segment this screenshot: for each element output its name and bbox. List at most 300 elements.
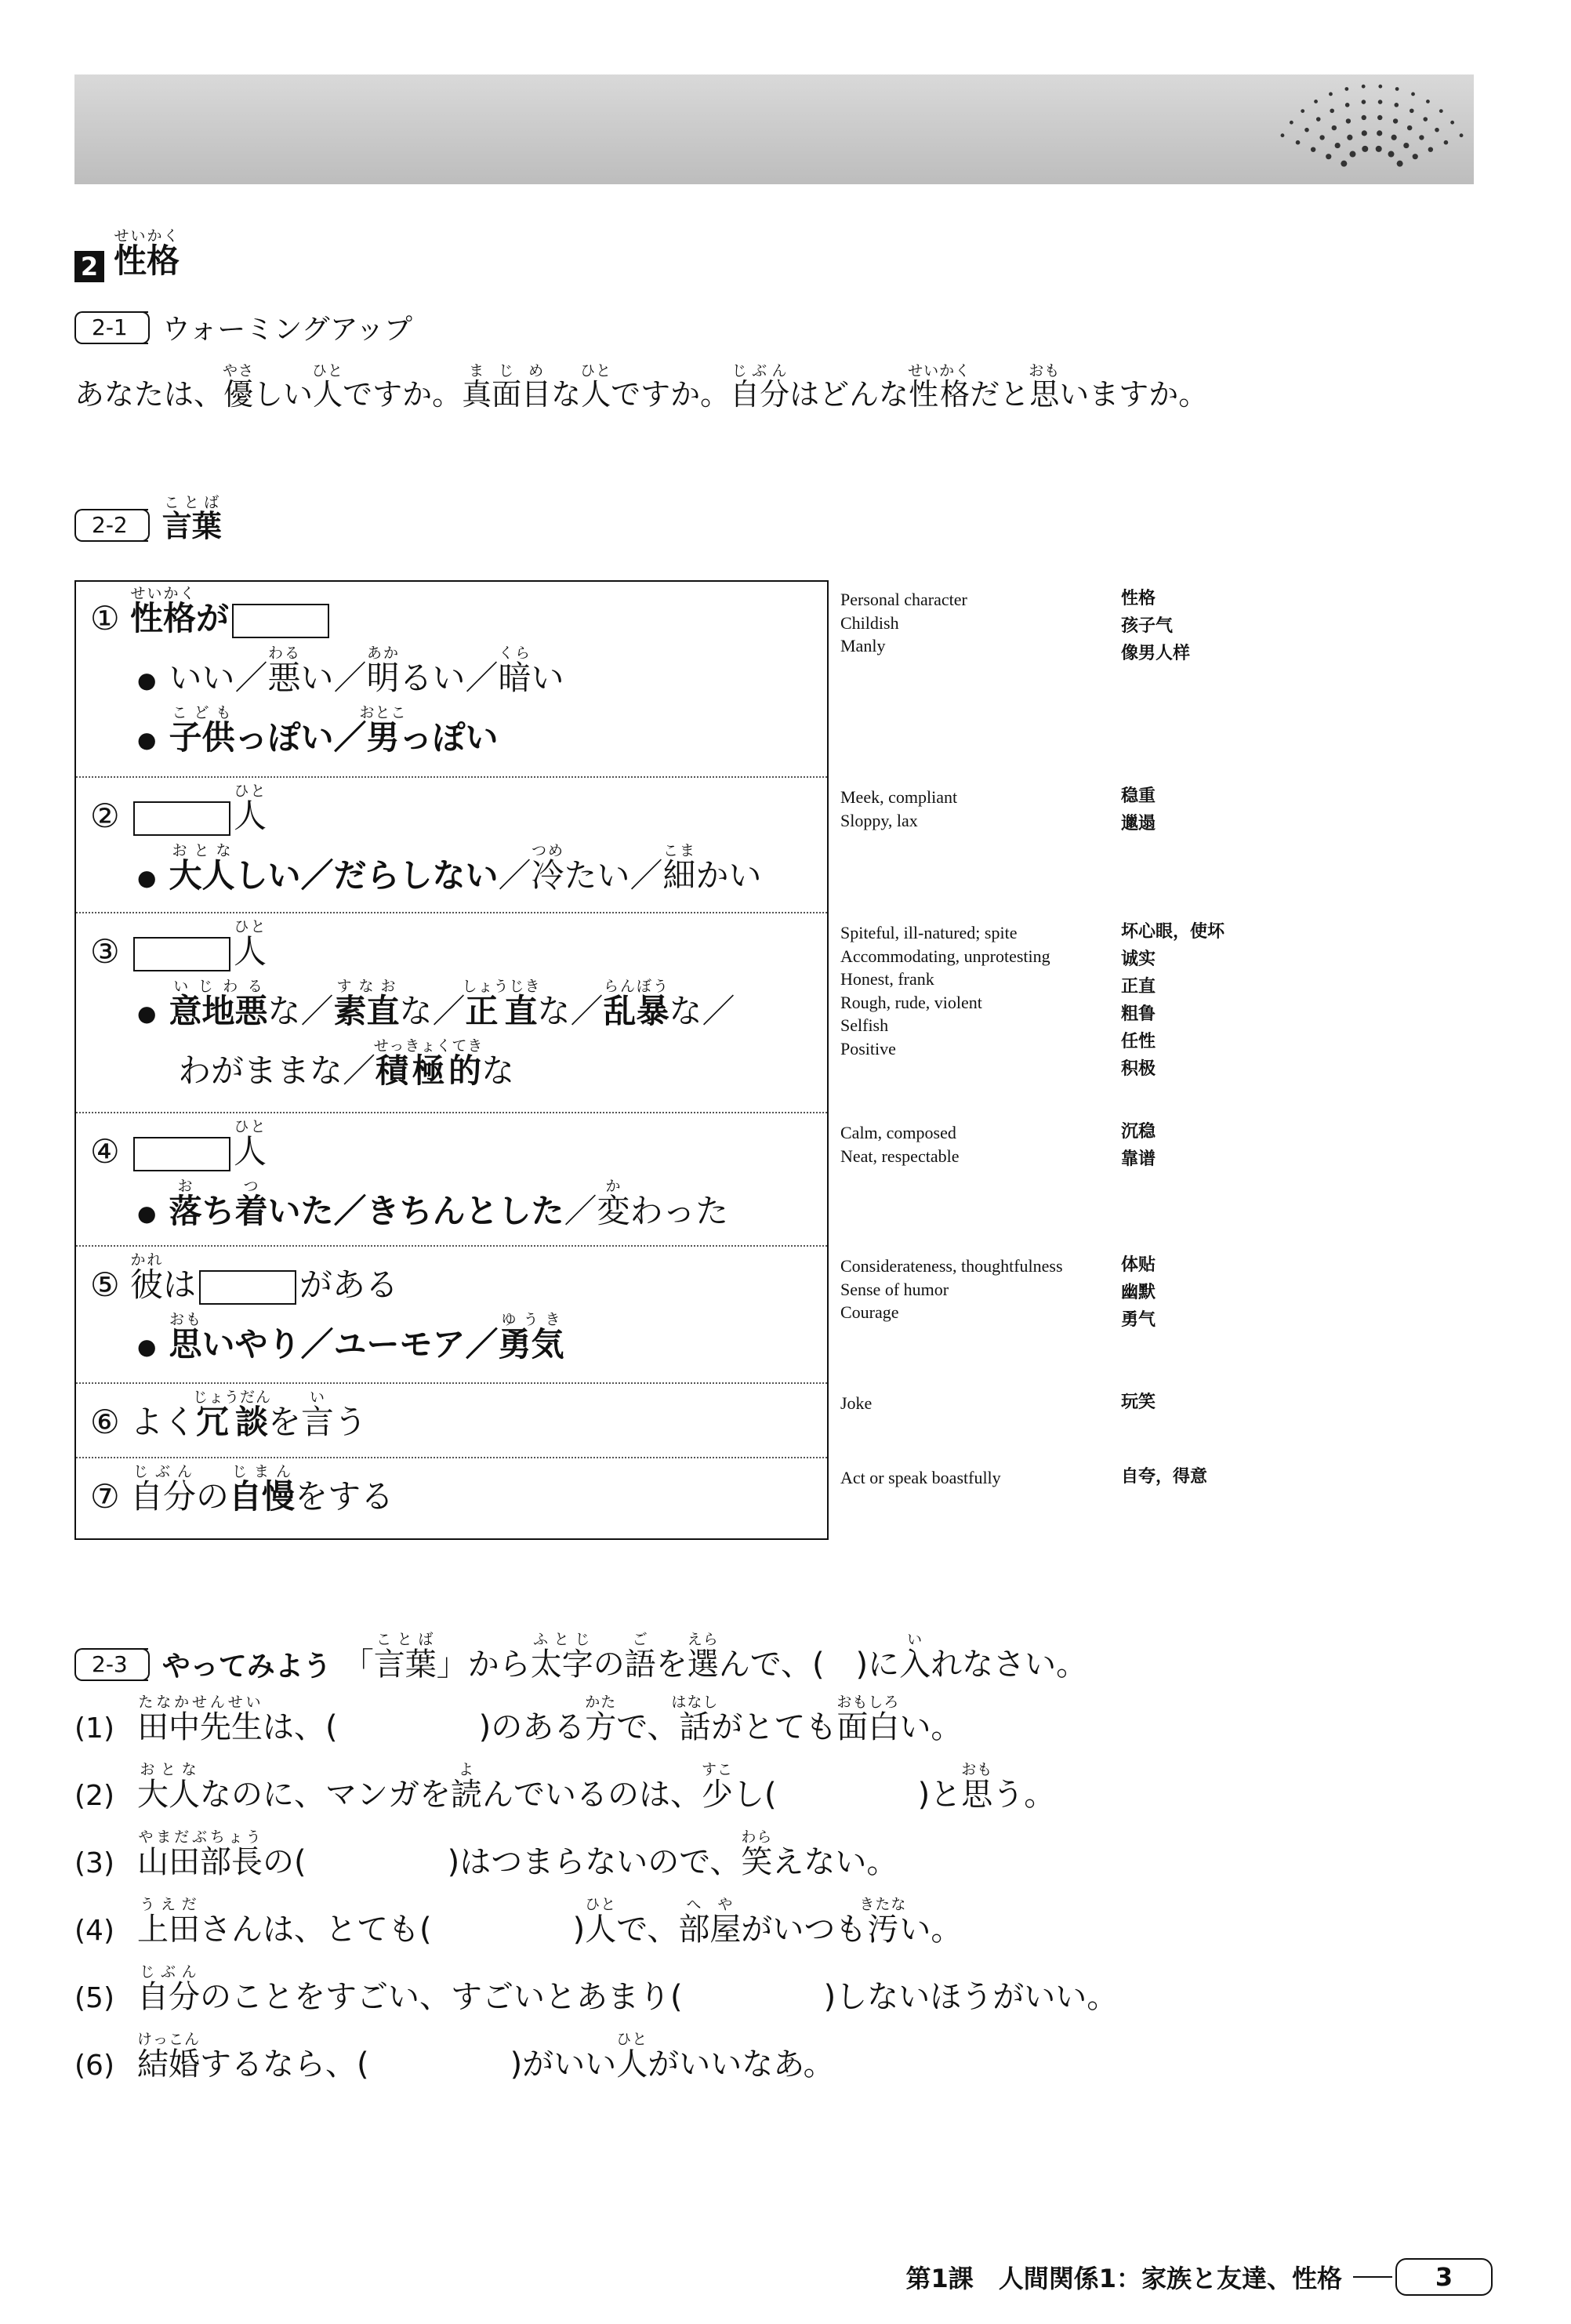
kanji: 素直 [333,992,400,1030]
kanji: 人 [234,1132,267,1171]
furigana: わる [267,645,301,662]
kanji: 思 [961,1777,993,1813]
warmup-header [74,307,412,347]
ruby-word [193,1389,272,1441]
gloss-line: Childish [840,612,899,633]
text-segment: んで、( )に [718,1647,900,1683]
furigana: ご [624,1631,656,1648]
gloss-line: Calm, composed [840,1123,956,1142]
text-segment: しい／だらしない [234,856,499,895]
ruby-word [169,704,235,757]
dot [1403,143,1409,148]
kanji: 積極的 [373,1051,484,1090]
ruby-word [130,1463,197,1516]
gloss-line: Neat, respectable [840,1146,960,1166]
header-band [74,74,1474,184]
kanji: 方 [585,1709,617,1745]
ruby-word [671,1694,719,1745]
ruby-word [498,1311,564,1364]
text-segment: )のある [478,1709,586,1745]
kanji: 意地悪 [169,992,268,1030]
gloss-line-zh: 自夸，得意 [1121,1467,1208,1487]
text-segment: ／ [498,856,532,895]
dot [1450,121,1454,125]
dot [1439,109,1443,113]
text-segment: がいいなあ。 [648,2046,835,2083]
kanji: 優 [223,377,255,412]
furigana: おとこ [359,704,407,721]
chinese-gloss [1121,1389,1156,1416]
furigana: せいかく [130,585,197,602]
furigana: つめ [531,842,564,859]
furigana: せいかく [114,227,180,245]
ruby-word [899,1631,931,1683]
gloss-line: Meek, compliant [840,787,958,807]
dot [1332,125,1337,130]
exercise-item [74,1963,1118,2017]
gloss-line: Rough, rude, violent [840,992,982,1012]
text-segment: あなたは、 [74,377,224,412]
english-gloss [840,588,967,658]
ruby-word [169,1178,202,1230]
text-segment: う [334,1403,368,1441]
ruby-word [137,1694,263,1745]
vocab-item-line [137,1311,827,1366]
vocab-item-head [90,1251,827,1306]
ruby-word [169,1311,202,1364]
furigana: おも [169,1311,202,1328]
section-number: 2 [74,251,104,282]
furigana: おも [961,1761,993,1778]
kanji: 田中先生 [137,1709,263,1745]
kanji: 冗談 [193,1403,272,1441]
vocab-item-head [90,585,827,640]
dot [1423,117,1428,122]
exercise-item [74,1694,962,1747]
ruby-word [908,362,971,412]
gloss-line: Manly [840,636,886,655]
warmup-label: 2-1 [74,311,148,344]
kanji: 人 [616,2046,648,2083]
gloss-line-zh: 像男人样 [1121,644,1191,663]
dot [1319,135,1324,140]
ruby-word [312,362,344,412]
kanji: 人 [234,797,267,835]
kanji: 語 [624,1647,656,1683]
ruby-word [662,842,696,895]
kanji: 人 [234,932,267,971]
furigana: こども [169,704,235,721]
text-segment: を [655,1647,688,1683]
dot [1419,135,1424,140]
item-number: (5) [74,1982,114,2014]
text-segment: い。 [899,1709,963,1745]
furigana: あか [366,645,400,662]
dot [1410,108,1414,113]
gloss-line: Honest, frank [840,969,934,989]
text-segment: わがままな／ [178,1051,376,1090]
dot [1349,151,1355,158]
dot [1341,161,1347,167]
gloss-line: Positive [840,1038,896,1059]
gloss-line: Sense of humor [840,1279,949,1299]
english-gloss [840,1392,872,1415]
kanji: 思 [1029,377,1061,412]
vocab-item-line [137,704,827,759]
ruby-word [531,842,564,895]
gloss-line-zh: 坏心眼，使坏 [1121,922,1225,942]
dot [1362,115,1366,120]
ruby-word [301,1389,335,1441]
ruby-word [373,1037,484,1090]
dot [1362,130,1367,136]
text-segment: ② [90,797,131,835]
text-segment: な／ [399,992,466,1030]
kanji: 自分 [137,1979,200,2015]
vocab-box [74,580,829,1540]
exercise-item [74,1761,1055,1814]
ruby-word [234,783,267,835]
kanji: 明 [366,659,400,697]
furigana: らんぼう [603,978,669,995]
ruby-word [267,645,301,697]
kanji: 言葉 [373,1647,437,1683]
blank-box [133,937,230,971]
kanji: 人 [312,377,344,412]
furigana: おも [1029,362,1061,379]
dot [1435,128,1439,133]
furigana: けっこん [137,2031,201,2048]
kanji: 自分 [130,1477,197,1516]
vocab-header [74,494,222,545]
dot [1290,121,1293,125]
dot [1304,128,1309,133]
text-segment: っぽい／ [234,718,367,757]
item-number: (3) [74,1847,114,1879]
text-segment: で、 [616,1709,679,1745]
text-segment: がいつも [741,1912,867,1948]
text-segment: いやり／ユーモア／ [201,1325,499,1364]
gloss-line: Accommodating, unprotesting [840,946,1050,966]
kanji: 思 [169,1325,202,1364]
ruby-word [585,1896,617,1948]
gloss-line-zh: 靠谱 [1121,1149,1156,1169]
dot [1393,118,1398,123]
vocab-item-head [90,918,827,973]
text-segment: は、( [263,1709,338,1745]
kanji: 面白 [836,1709,900,1745]
chinese-gloss [1121,1251,1156,1334]
furigana: じぶん [730,362,790,379]
ruby-word [137,1963,200,2015]
gloss-line-zh: 体贴 [1121,1255,1156,1275]
text-segment: しい [253,377,314,412]
text-segment: の [593,1647,625,1683]
blank-box [232,604,329,638]
furigana: すこ [702,1761,734,1778]
ruby-word [961,1761,993,1813]
text-segment: い／ [300,659,367,697]
text-segment: ① [90,599,131,637]
text-segment: れなさい。 [931,1647,1088,1683]
blank-box [199,1270,296,1305]
kanji: 性格 [130,599,197,637]
dot [1391,135,1397,140]
text-segment: で、 [616,1912,679,1948]
dot [1397,161,1403,167]
ruby-word [130,585,197,637]
text-segment: う。 [992,1777,1056,1813]
text-segment: ⑤ [90,1265,131,1304]
ruby-word [169,978,268,1030]
kanji: 性格 [908,377,971,412]
kanji: 上田 [137,1912,200,1948]
ruby-word [687,1631,719,1683]
kanji: 人 [585,1912,617,1948]
exercise-item [74,2031,835,2084]
page-number: 3 [1395,2258,1493,2296]
ruby-word [702,1761,734,1813]
dot [1426,100,1430,103]
kanji: 自分 [730,377,790,412]
ruby-word [585,1694,617,1745]
exercise-instruction [343,1631,1087,1684]
blank-box [133,1137,230,1171]
gloss-line-zh: 勇气 [1121,1310,1156,1330]
furigana: じぶん [137,1963,200,1981]
dot [1395,87,1399,91]
text-segment: ⑦ [90,1477,131,1516]
furigana: しょうじき [462,978,541,995]
kanji: 選 [687,1647,719,1683]
furigana: おとな [169,842,235,859]
text-segment: るい／ [399,659,499,697]
furigana: ことば [161,494,222,511]
text-segment: ④ [90,1132,131,1171]
gloss-line: Act or speak boastfully [840,1468,1001,1487]
ruby-word [498,645,532,697]
text-segment: んでいるのは、 [482,1777,702,1813]
dot [1335,143,1341,148]
kanji: 乱暴 [603,992,669,1030]
ruby-word [836,1694,900,1745]
kanji: 細 [662,856,696,895]
dot [1329,93,1333,96]
exercise-item [74,1896,962,1949]
gloss-line-zh: 幽默 [1121,1283,1156,1302]
chinese-gloss [1121,1463,1207,1491]
vocab-item-head [90,1389,827,1443]
ruby-word [1029,362,1061,412]
furigana: じまん [229,1463,296,1480]
dot [1344,87,1348,91]
text-segment: )と [917,1777,962,1813]
footer [905,2258,1493,2296]
vocab-item-head [90,1463,827,1518]
kanji: 話 [671,1709,719,1745]
furigana: いじわる [169,978,268,995]
gloss-line-zh: 粗鲁 [1121,1004,1156,1024]
kanji: 部屋 [678,1912,742,1948]
ruby-word [229,1463,296,1516]
text-segment: ③ [90,932,131,971]
text-segment: が [196,599,230,637]
item-number: (2) [74,1780,114,1812]
blank-box [133,801,230,836]
exercise-title: やってみよう [161,1650,332,1683]
ruby-word [234,1178,268,1230]
vocab-item-head [90,1118,827,1173]
dot [1362,146,1368,152]
gloss-line-zh: 任性 [1121,1032,1156,1051]
text-segment: ) [572,1912,586,1948]
warmup-title: ウォーミングアップ [161,314,413,346]
furigana: ひと [234,783,267,800]
vocab-row [76,913,827,1113]
text-segment: がとても [711,1709,837,1745]
text-segment: な [551,377,582,412]
text-segment: がある [299,1265,399,1304]
english-gloss [840,1121,959,1167]
vocab-row [76,1384,827,1458]
gloss-line-zh: 稳重 [1121,786,1156,806]
chinese-gloss [1121,585,1190,667]
text-segment: のことをすごい、すごいとあまり( [200,1979,683,2015]
english-gloss [840,786,957,832]
text-segment: ですか。 [611,377,731,412]
chinese-gloss [1121,1118,1156,1173]
text-segment: わった [629,1192,729,1230]
text-segment: なのに、マンガを [200,1777,451,1813]
text-segment: さんは、とても( [200,1912,432,1948]
text-segment: の [196,1477,230,1516]
dot [1311,147,1315,151]
text-segment: )はつまらないので、 [447,1844,742,1880]
vocab-item-line [137,645,827,699]
dot [1376,146,1382,152]
gloss-line: Sloppy, lax [840,810,918,830]
dot [1428,147,1433,151]
item-number: (1) [74,1712,114,1745]
dot [1444,140,1449,145]
exercise-item [74,1828,898,1882]
vocab-item-line [137,842,827,897]
dot [1377,130,1382,136]
dot [1281,133,1285,137]
furigana: ふとじ [530,1631,593,1648]
dot [1314,100,1318,103]
vocab-item-line [178,1037,827,1092]
ruby-word [616,2031,648,2083]
text-segment: ⑥ よく [90,1403,197,1441]
gloss-line-zh: 积极 [1121,1059,1156,1079]
dot [1347,135,1352,140]
kanji: 冷 [531,856,564,895]
gloss-line-zh: 玩笑 [1121,1393,1156,1412]
text-segment: は [163,1265,197,1304]
english-gloss [840,1255,1063,1324]
kanji: 自慢 [229,1477,296,1516]
ruby-word [137,2031,201,2083]
text-segment: するなら、( [200,2046,369,2083]
ruby-word [462,362,552,412]
ruby-word [114,227,180,280]
gloss-line: Selfish [840,1015,889,1035]
ruby-word [530,1631,593,1683]
gloss-line: Personal character [840,590,967,609]
furigana: うえだ [137,1896,200,1913]
text-segment: だと [970,377,1030,412]
furigana: お [169,1178,202,1195]
text-segment: かい [695,856,762,895]
furigana: い [301,1389,335,1406]
dot [1326,154,1331,159]
furigana: まじめ [462,362,552,379]
kanji: 性格 [114,241,180,280]
gloss-line-zh: 邋遢 [1121,814,1156,833]
ruby-word [359,704,407,757]
furigana: くら [498,645,532,662]
furigana: せいかく [908,362,971,379]
ruby-word [603,978,669,1030]
kanji: 入 [899,1647,931,1683]
kanji: 彼 [130,1265,164,1304]
ruby-word [161,494,222,543]
vocab-item-line [137,978,827,1033]
furigana: よ [451,1761,482,1778]
kanji: 大人 [137,1777,200,1813]
gloss-line: Courage [840,1302,899,1322]
ruby-word [223,362,255,412]
section-heading [74,227,180,282]
chinese-gloss [1121,918,1225,1083]
kanji: 男 [359,718,407,757]
furigana: わら [741,1828,773,1846]
item-number: (6) [74,2050,114,2082]
kanji: 勇気 [498,1325,564,1364]
vocab-title [162,494,222,545]
furigana: こま [662,842,696,859]
vocab-row [76,1113,827,1247]
text-segment: えない。 [772,1844,898,1880]
dot [1316,117,1321,122]
dot [1378,85,1382,89]
kanji: 悪 [267,659,301,697]
text-segment: な／ [267,992,334,1030]
dot [1407,125,1412,130]
text-segment: いい／ [169,659,268,697]
furigana: つ [234,1178,268,1195]
gloss-line: Joke [840,1393,873,1413]
ruby-word [373,1631,437,1683]
furigana: かれ [130,1251,164,1269]
text-segment: ですか。 [343,377,463,412]
item-number: (4) [74,1915,114,1947]
ruby-word [130,1251,164,1304]
kanji: 落 [169,1192,202,1230]
text-segment: )しないほうがいい。 [823,1979,1119,2015]
kanji: 太字 [530,1647,593,1683]
section-title [114,227,180,282]
ruby-word [366,645,400,697]
ruby-word [137,1828,263,1880]
text-segment: ／ [564,1192,597,1230]
dot [1362,85,1366,89]
ruby-word [730,362,790,412]
text-segment: 「 [342,1647,374,1683]
ruby-word [624,1631,656,1683]
dot [1388,151,1395,158]
